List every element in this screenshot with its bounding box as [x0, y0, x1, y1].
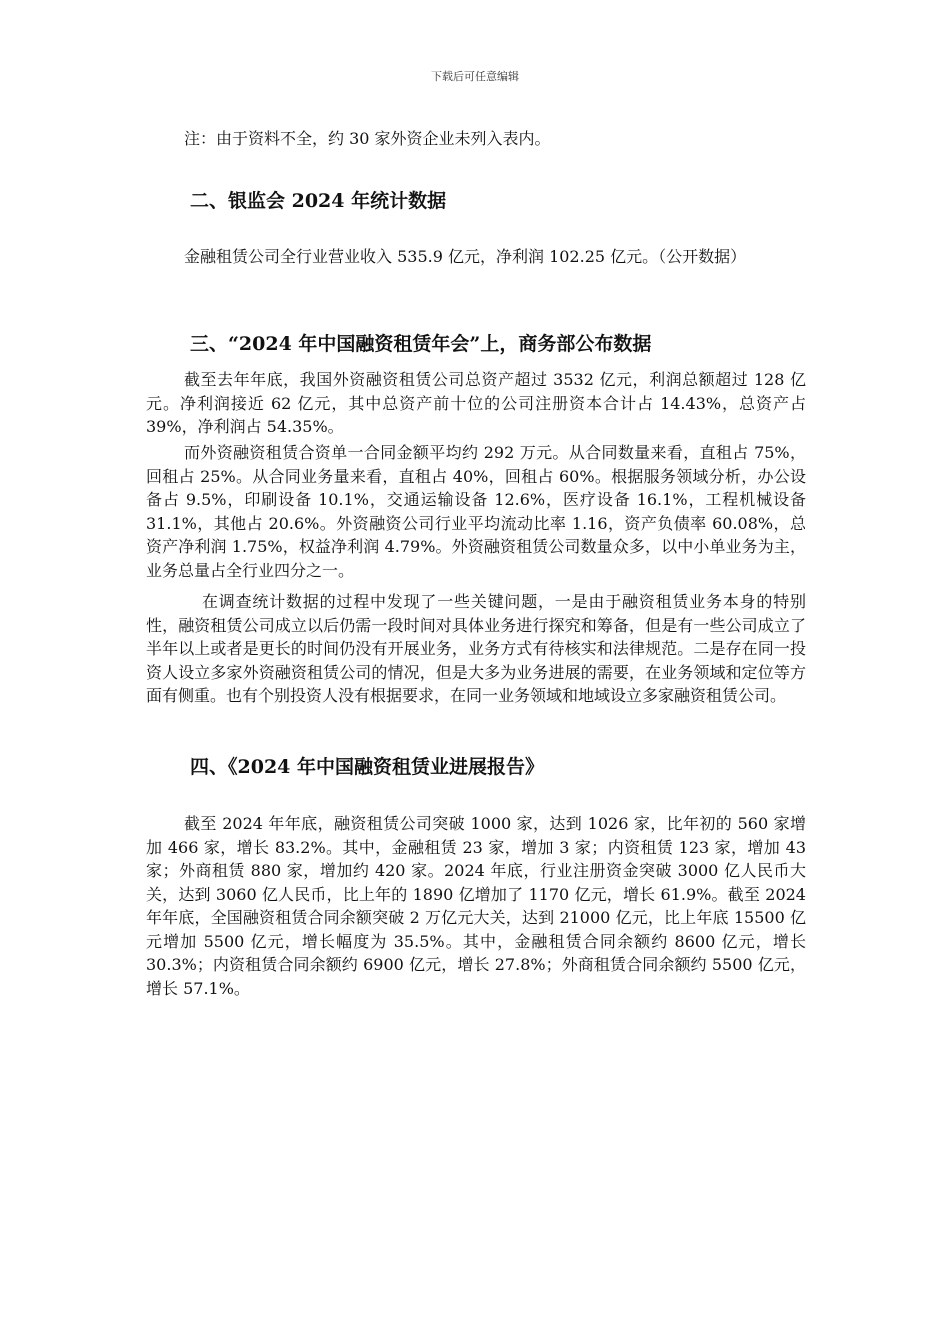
- section-2-heading: 二、银监会 2024 年统计数据: [190, 190, 447, 212]
- section-3-paragraph-2: 而外资融资租赁合资单一合同金额平均约 292 万元。从合同数量来看，直租占 75%，回租占 25%。从合同业务量来看，直租占 40%，回租占 60%。根据服务领域分析，办公设备占 9.5%，印刷设备 10.1%，交通运输设备 12.6%，医疗设备 16.1%，工程机械设备 31.1%，其他占 20.6%。外资融资公司行业平均流动比率 1.16，资产负债率 60.08%，总资产净利润 1.75%，权益净利润 4.79%。外资融资租赁公司数量众多，以中小单业务为主，业务总量占全行业四分之一。: [146, 443, 806, 580]
- section-4-paragraph: 截至 2024 年年底，融资租赁公司突破 1000 家，达到 1026 家，比年初的 560 家增加 466 家，增长 83.2%。其中，金融租赁 23 家，增加 3 家；内资租赁 123 家，增加 43 家；外商租赁 880 家，增加约 420 家。2024 年底，行业注册资金突破 3000 亿人民币大关，达到 3060 亿人民币，比上年的 1890 亿增加了 1170 亿元，增长 61.9%。截至 2024 年年底，全国融资租赁合同余额突破 2 万亿元大关，达到 21000 亿元，比上年底 15500 亿元增加 5500 亿元，增长幅度为 35.5%。其中，金融租赁合同余额约 8600 亿元，增长 30.3%；内资租赁合同余额约 6900 亿元，增长 27.8%；外商租赁合同余额约 5500 亿元，增长 57.1%。: [146, 814, 806, 998]
- note-paragraph: 注：由于资料不全，约 30 家外资企业未列入表内。: [184, 129, 551, 148]
- section-3-paragraph-1: 截至去年年底，我国外资融资租赁公司总资产超过 3532 亿元，利润总额超过 128 亿元。净利润接近 62 亿元，其中总资产前十位的公司注册资本合计占 14.43%，总资产占 39%，净利润占 54.35%。: [146, 370, 806, 436]
- section-3-heading: 三、“2024 年中国融资租赁年会”上，商务部公布数据: [190, 333, 652, 355]
- section-4-heading: 四、《2024 年中国融资租赁业进展报告》: [190, 756, 544, 778]
- section-3-paragraph-3: 在调查统计数据的过程中发现了一些关键问题，一是由于融资租赁业务本身的特别性，融资租赁公司成立以后仍需一段时间对具体业务进行探究和筹备，但是有一些公司成立了半年以上或者是更长的时间仍没有开展业务，业务方式有待核实和法律规范。二是存在同一投资人设立多家外资融资租赁公司的情况，但是大多为业务进展的需要，在业务领域和定位等方面有侧重。也有个别投资人没有根据要求，在同一业务领域和地域设立多家融资租赁公司。: [146, 592, 806, 705]
- page-header: 下载后可任意编辑: [431, 70, 519, 83]
- section-2-paragraph: 金融租赁公司全行业营业收入 535.9 亿元，净利润 102.25 亿元。（公开数据）: [184, 247, 747, 266]
